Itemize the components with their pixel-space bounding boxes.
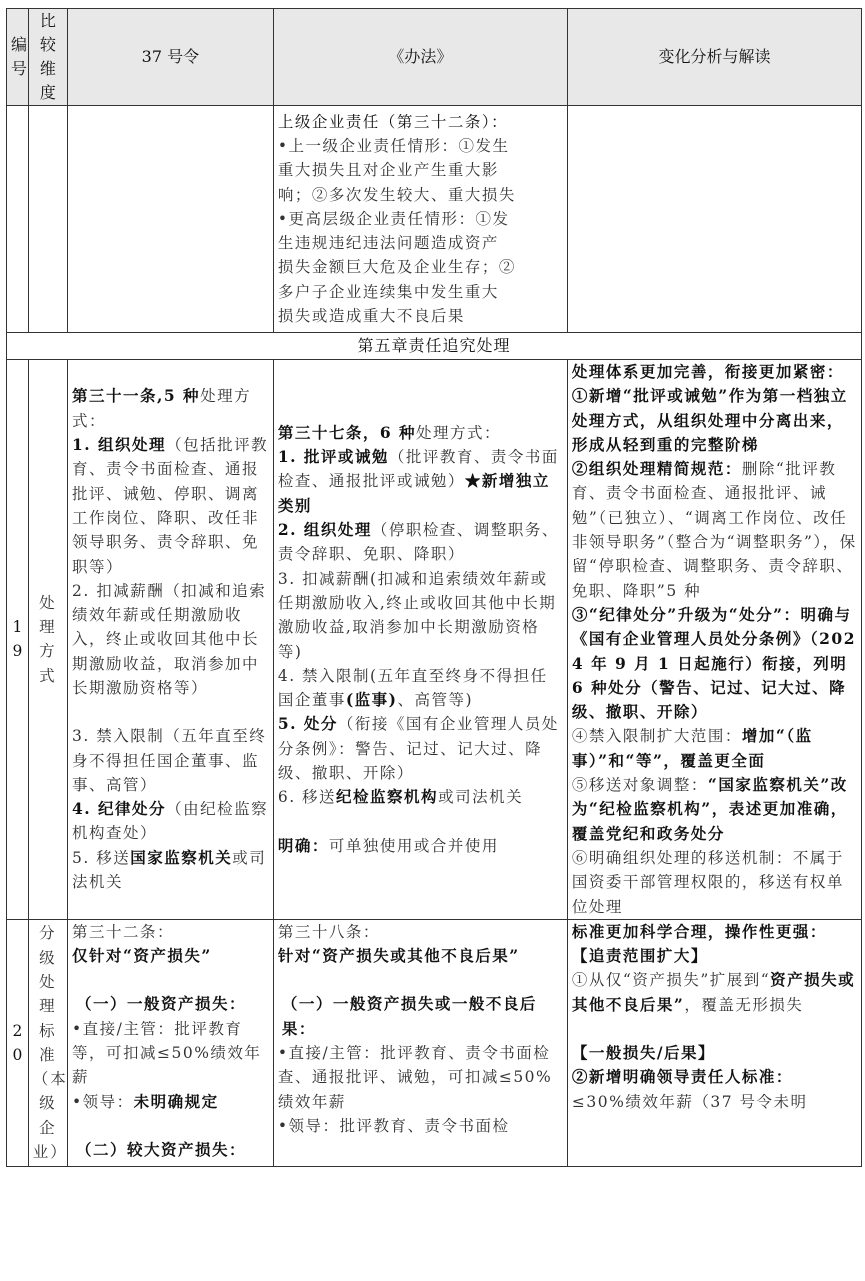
cell-order37: [67, 106, 273, 333]
chapter-row: [7, 333, 862, 360]
cell-analysis: 标准更加科学合理，操作性更强： 【追责范围扩大】 ①从仅“资产损失”扩展到“资产损失或其他不良后果”，覆盖无形损失 【一般损失/后果】 ②新增明确领导责任人标准： ≤30%绩效年薪（37 号令未明: [567, 919, 861, 1166]
chapter-title: 第五章责任追究处理: [7, 333, 862, 360]
banfa-item-4: 4. 禁入限制(五年直至终身不得担任国企董事(监事)、高管等): [277, 666, 548, 710]
analysis-point-3: ③“纪律处分”升级为“处分”：明确与《国有企业管理人员处分条例》（2024 年 9 月 1 日起施行）衔接，列明 6 种处分（警告、记过、记大过、降级、撤职、开除）: [571, 604, 856, 722]
table-row-20: [7, 919, 862, 1166]
order37-item-4: 4. 纪律处分（由纪检监察机构查处）: [71, 799, 269, 843]
table-row-continued: [7, 106, 862, 333]
cell-banfa: 第三十八条： 针对“资产损失或其他不良后果” （一）一般资产损失或一般不良后果： •直接/主管：批评教育、责令书面检查、通报批评、诫勉，可扣减≤50%绩效年薪 •领导：批评教育、责令书面检: [273, 919, 567, 1166]
order37-item-2: 2. 扣减薪酬（扣减和追索绩效年薪或任期激励收入，终止或收回其他中长期激励收益，取消参加中长期激励资格等）: [71, 581, 267, 697]
cell-analysis: [567, 360, 861, 920]
table-header-row: [7, 9, 862, 106]
row-number: 20: [7, 919, 29, 1166]
order37-item-1: 1. 组织处理（包括批评教育、责令书面检查、通报批评、诫勉、停职、调离工作岗位、降职、改任非领导职务、责令辞职、免职等）: [71, 435, 269, 576]
cell-number: [7, 106, 29, 333]
analysis-point-5: ⑤移送对象调整：“国家监察机关”改为“纪检监察机构”，表述更加准确，覆盖党纪和政务处分: [571, 775, 848, 843]
banfa-item-2: 2. 组织处理（停职检查、调整职务、责令辞职、免职、降职）: [277, 520, 559, 564]
header-analysis: 变化分析与解读: [567, 9, 861, 106]
order37-intro: 第三十一条,5 种处理方式：: [71, 386, 252, 430]
cell-banfa: [273, 360, 567, 920]
cell-order37: [67, 360, 273, 920]
banfa-note: 明确：可单独使用或合并使用: [277, 835, 499, 855]
analysis-point-4: ④禁入限制扩大范围：增加“（监事）”和“等”，覆盖更全面: [571, 726, 813, 770]
header-number: 编 号: [7, 9, 29, 106]
row-number: 19: [7, 360, 29, 920]
banfa-item-1: 1. 批评或诫勉（批评教育、责令书面检查、通报批评或诫勉）★新增独立类别: [277, 447, 559, 515]
cell-order37: 第三十二条： 仅针对“资产损失” （一）一般资产损失： •直接/主管：批评教育等，可扣减≤50%绩效年薪 •领导：未明确规定 （二）较大资产损失：: [67, 919, 273, 1166]
analysis-point-2: ②组织处理精简规范：删除“批评教育、责令书面检查、通报批评、诫勉”（已独立）、“调离工作岗位、改任非领导职务”（整合为“调整职务”），保留“停职检查、调整职务、责令辞职、免职、降职”5 种: [571, 459, 857, 600]
star-icon: ★新增独立类别: [277, 471, 550, 515]
banfa-item-5: 5. 处分（衔接《国有企业管理人员处分条例》：警告、记过、记大过、降级、撤职、开除）: [277, 714, 559, 783]
cell-analysis: [567, 106, 861, 333]
header-dimension: 比较 维度: [28, 9, 67, 106]
order37-item-3: 3. 禁入限制（五年直至终身不得担任国企董事、监事、高管）: [71, 727, 267, 794]
table-row-19: [7, 360, 862, 920]
row-dimension: 分级 处理 标准 （本 级企 业）: [28, 919, 67, 1166]
analysis-point-1: ①新增“批评或诫勉”作为第一档独立处理方式，从组织处理中分离出来，形成从轻到重的完整阶梯: [571, 386, 848, 454]
analysis-point-6: ⑥明确组织处理的移送机制：不属于国资委干部管理权限的，移送有权单位处理: [571, 848, 844, 916]
header-order37: 37 号令: [67, 9, 273, 106]
analysis-intro: 处理体系更加完善，衔接更加紧密：: [571, 362, 844, 381]
cell-banfa: 上级企业责任（第三十二条）： •上一级企业责任情形：①发生 重大损失且对企业产生重大影 响；②多次发生较大、重大损失 •更高层级企业责任情形：①发 生违规违纪违法问题造成资产 损失金额巨大危及企业生存；② 多户子企业连续集中发生重大 损失或造成重大不良后果: [273, 106, 567, 333]
banfa-intro: 第三十七条，6 种处理方式：: [277, 422, 502, 442]
cell-dimension: [28, 106, 67, 333]
banfa-item-3: 3. 扣减薪酬(扣减和追索绩效年薪或任期激励收入,终止或收回其他中长期激励收益,取消参加中长期激励资格等): [277, 569, 557, 661]
comparison-table: [6, 8, 862, 1167]
header-banfa: 《办法》: [273, 9, 567, 106]
order37-item-5: 5. 移送国家监察机关或司法机关: [71, 847, 267, 892]
row-dimension: 处理 方式: [28, 360, 67, 920]
banfa-item-6: 6. 移送纪检监察机构或司法机关: [277, 787, 524, 807]
